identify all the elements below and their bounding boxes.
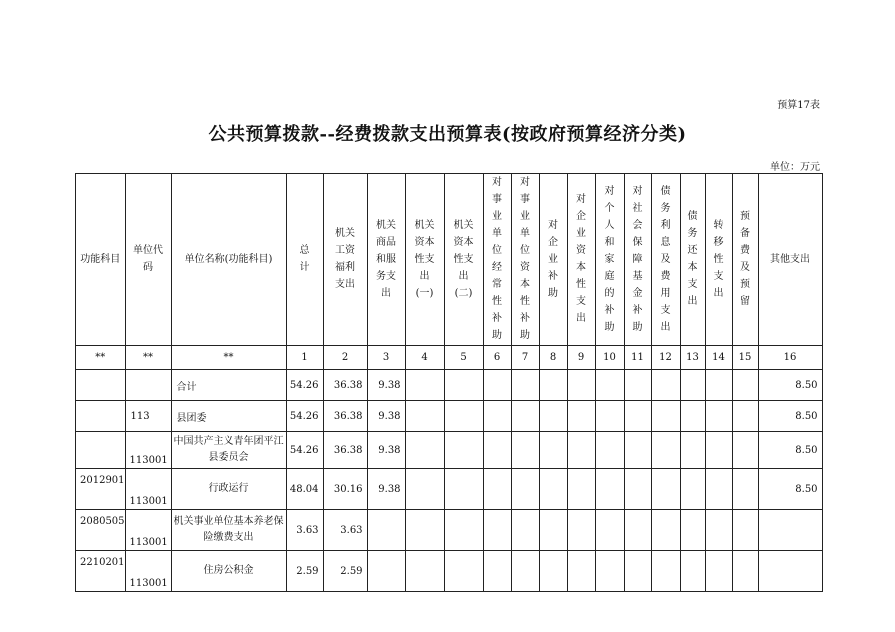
header-col-3: 机关商品和服务支出	[376, 219, 397, 299]
unit-name-cell: 合计	[171, 370, 286, 401]
col-3-cell: 9.38	[367, 432, 405, 469]
index-cell: 13	[680, 346, 705, 370]
total-cell: 54.26	[286, 370, 323, 401]
page-title: 公共预算拨款--经费拨款支出预算表(按政府预算经济分类)	[208, 124, 687, 145]
index-cell: **	[171, 346, 286, 370]
header-row	[76, 174, 823, 346]
func-subject-cell: 2080505	[76, 510, 126, 551]
unit-code-cell: 113	[125, 401, 171, 432]
unit-code-cell: 113001	[125, 432, 171, 469]
unit-code-cell: 113001	[125, 469, 171, 510]
index-cell: **	[76, 346, 126, 370]
form-number: 预算17表	[777, 100, 820, 111]
index-cell: 12	[651, 346, 680, 370]
index-cell: 16	[758, 346, 822, 370]
func-subject-cell	[76, 401, 126, 432]
col-16-cell: 8.50	[758, 370, 822, 401]
header-col-10: 对个人和家庭的补助	[604, 185, 615, 333]
unit-code-cell: 113001	[125, 510, 171, 551]
table-row	[76, 370, 823, 401]
table-row	[76, 469, 823, 510]
total-cell: 2.59	[286, 551, 323, 592]
header-col-6: 对事业单位经常性补助	[492, 177, 503, 341]
col-3-cell: 9.38	[367, 370, 405, 401]
unit-code-cell: 113001	[125, 551, 171, 592]
header-col-2: 机关工资福利支出	[335, 228, 356, 290]
table-row	[76, 401, 823, 432]
col-3-cell: 9.38	[367, 401, 405, 432]
index-row	[76, 346, 823, 370]
col-16-cell	[758, 510, 822, 551]
total-cell: 54.26	[286, 432, 323, 469]
header-unit-code: 单位代码	[133, 245, 164, 273]
budget-table	[75, 173, 823, 592]
col-16-cell: 8.50	[758, 401, 822, 432]
table-row	[76, 432, 823, 469]
col-16-cell	[758, 551, 822, 592]
func-subject-cell	[76, 432, 126, 469]
index-cell: 15	[732, 346, 758, 370]
header-func-subject: 功能科目	[80, 254, 121, 265]
index-cell: 6	[483, 346, 511, 370]
index-cell: 4	[405, 346, 444, 370]
col-2-cell: 36.38	[323, 370, 367, 401]
header-col-16: 其他支出	[770, 254, 811, 265]
func-subject-cell: 2210201	[76, 551, 126, 592]
index-cell: **	[125, 346, 171, 370]
index-cell: 14	[705, 346, 732, 370]
header-col-4: 机关资本性支出(一)	[414, 219, 435, 299]
unit-label: 单位：万元	[770, 162, 820, 173]
index-cell: 11	[624, 346, 651, 370]
header-col-8: 对企业补助	[548, 219, 559, 299]
func-subject-cell	[76, 370, 126, 401]
header-col-13: 债务还本支出	[687, 211, 698, 307]
unit-name-cell: 中国共产主义青年团平江县委员会	[171, 432, 286, 469]
index-cell: 7	[511, 346, 539, 370]
header-total: 总计	[299, 245, 310, 273]
unit-code-cell	[125, 370, 171, 401]
unit-name-cell: 机关事业单位基本养老保险缴费支出	[171, 510, 286, 551]
header-col-12: 债务利息及费用支出	[660, 185, 671, 333]
col-16-cell: 8.50	[758, 469, 822, 510]
func-subject-cell: 2012901	[76, 469, 126, 510]
table-row	[76, 551, 823, 592]
col-2-cell: 2.59	[323, 551, 367, 592]
header-col-15: 预备费及预留	[740, 211, 751, 307]
unit-name-cell: 行政运行	[171, 469, 286, 510]
col-3-cell: 9.38	[367, 469, 405, 510]
col-2-cell: 3.63	[323, 510, 367, 551]
total-cell: 48.04	[286, 469, 323, 510]
index-cell: 9	[567, 346, 595, 370]
unit-name-cell: 县团委	[171, 401, 286, 432]
unit-name-cell: 住房公积金	[171, 551, 286, 592]
total-cell: 3.63	[286, 510, 323, 551]
index-cell: 8	[539, 346, 567, 370]
header-col-5: 机关资本性支出(二)	[453, 219, 474, 299]
index-cell: 5	[444, 346, 483, 370]
col-3-cell	[367, 551, 405, 592]
header-col-7: 对事业单位资本性补助	[520, 177, 531, 341]
col-3-cell	[367, 510, 405, 551]
index-cell: 2	[323, 346, 367, 370]
col-2-cell: 36.38	[323, 432, 367, 469]
col-2-cell: 30.16	[323, 469, 367, 510]
header-col-14: 转移性支出	[713, 219, 724, 299]
header-unit-name: 单位名称(功能科目)	[184, 254, 273, 265]
table-row	[76, 510, 823, 551]
index-cell: 1	[286, 346, 323, 370]
index-cell: 10	[595, 346, 624, 370]
total-cell: 54.26	[286, 401, 323, 432]
header-col-9: 对企业资本性支出	[576, 194, 587, 324]
header-col-11: 对社会保障基金补助	[632, 185, 643, 333]
index-cell: 3	[367, 346, 405, 370]
col-16-cell: 8.50	[758, 432, 822, 469]
col-2-cell: 36.38	[323, 401, 367, 432]
